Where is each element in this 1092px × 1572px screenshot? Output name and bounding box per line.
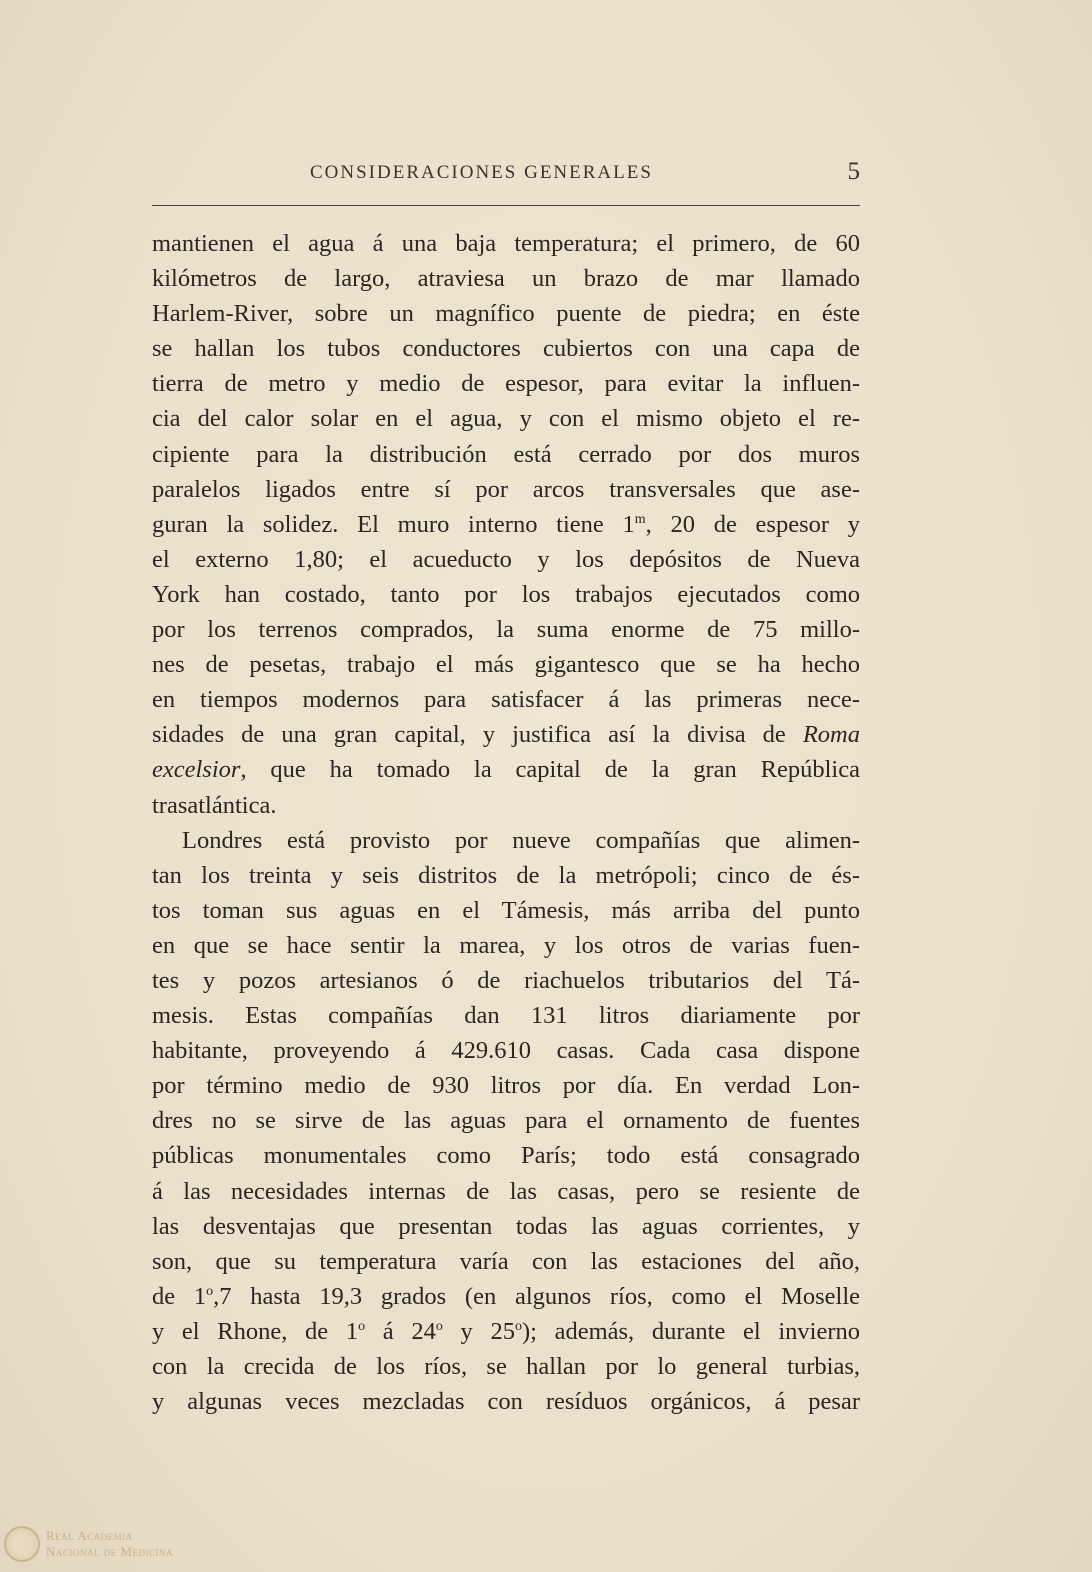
text-line: y algunas veces mezcladas con resíduos orgánicos, á pesar (152, 1388, 860, 1416)
italic-text: Roma (802, 721, 860, 749)
watermark-line: Real Academia (46, 1528, 133, 1543)
text-run: ); además, durante el invierno (521, 1317, 861, 1345)
text-line: las desventajas que presentan todas las aguas corrientes, y (152, 1212, 860, 1240)
text-line: habitante, proveyendo á 429.610 casas. Cada casa dispone (152, 1037, 860, 1065)
text-run: y el Rhone, de 1 (152, 1317, 359, 1345)
text-line: mesis. Estas compañías dan 131 litros diariamente por (152, 1002, 860, 1030)
body-text (152, 226, 860, 1419)
text-line (152, 1314, 860, 1349)
superscript: o (435, 1318, 443, 1334)
text-line (152, 752, 860, 787)
text-line (152, 507, 860, 542)
text-run: , 20 de espesor y (645, 510, 861, 538)
watermark-line: Nacional de Medicina (46, 1544, 173, 1559)
text-line: se hallan los tubos conductores cubiertos con una capa de (152, 335, 860, 363)
text-line: kilómetros de largo, atraviesa un brazo de mar llamado (152, 265, 860, 293)
text-line: dres no se sirve de las aguas para el ornamento de fuentes (152, 1107, 860, 1135)
running-head: CONSIDERACIONES GENERALES (310, 162, 653, 183)
superscript: o (358, 1318, 366, 1334)
library-watermark (2, 1524, 202, 1568)
text-line: tierra de metro y medio de espesor, para evitar la influen- (152, 370, 860, 398)
text-line: tan los treinta y seis distritos de la metrópoli; cinco de és- (152, 861, 860, 889)
text-line: cia del calor solar en el agua, y con el mismo objeto el re- (152, 405, 860, 433)
page-header (152, 158, 860, 198)
text-line (152, 717, 860, 752)
text-line: por término medio de 930 litros por día. En verdad Lon- (152, 1072, 860, 1100)
text-line: tos toman sus aguas en el Támesis, más arriba del punto (152, 896, 860, 924)
header-rule (152, 205, 860, 206)
text-line: paralelos ligados entre sí por arcos transversales que ase- (152, 475, 860, 503)
text-line (152, 1279, 860, 1314)
text-line: cipiente para la distribución está cerrado por dos muros (152, 440, 860, 468)
watermark-text (46, 1528, 173, 1560)
superscript: o (514, 1318, 522, 1334)
text-run: á 24 (365, 1317, 436, 1345)
text-line: por los terrenos comprados, la suma enorme de 75 millo- (152, 616, 860, 644)
text-line: Harlem-River, sobre un magnífico puente de piedra; en éste (152, 300, 860, 328)
text-line: en que se hace sentir la marea, y los otros de varias fuen- (152, 931, 860, 959)
academy-seal-icon (4, 1526, 40, 1562)
paragraph-first-line: Londres está provisto por nueve compañías que alimen- (182, 826, 860, 854)
text-line: con la crecida de los ríos, se hallan por lo general turbias, (152, 1353, 860, 1380)
text-line: á las necesidades internas de las casas, pero se resiente de (152, 1177, 860, 1205)
page-number: 5 (847, 158, 860, 185)
text-run: guran la solidez. El muro interno tiene 1 (152, 510, 635, 538)
text-line: mantienen el agua á una baja temperatura; el primero, de 60 (152, 230, 860, 257)
text-line: el externo 1,80; el acueducto y los depósitos de Nueva (152, 545, 860, 573)
text-line: tes y pozos artesianos ó de riachuelos tributarios del Tá- (152, 966, 860, 994)
text-line: en tiempos modernos para satisfacer á las primeras nece- (152, 686, 860, 714)
paragraph-last-line: trasatlántica. (152, 791, 277, 819)
text-line: son, que su temperatura varía con las estaciones del año, (152, 1247, 860, 1275)
text-run: de 1 (152, 1282, 207, 1310)
text-line: York han costado, tanto por los trabajos ejecutados como (152, 580, 860, 608)
text-line: públicas monumentales como París; todo está consagrado (152, 1142, 860, 1170)
superscript: o (206, 1283, 214, 1299)
italic-text: excelsior (152, 756, 241, 784)
text-run: y 25 (442, 1317, 515, 1345)
text-run: , que ha tomado la capital de la gran República (240, 756, 860, 784)
text-run: ,7 hasta 19,3 grados (en algunos ríos, como el Moselle (213, 1282, 861, 1310)
text-run: sidades de una gran capital, y justifica así la divisa de (152, 721, 803, 749)
text-line: nes de pesetas, trabajo el más gigantesco que se ha hecho (152, 651, 860, 679)
superscript: m (634, 511, 646, 527)
